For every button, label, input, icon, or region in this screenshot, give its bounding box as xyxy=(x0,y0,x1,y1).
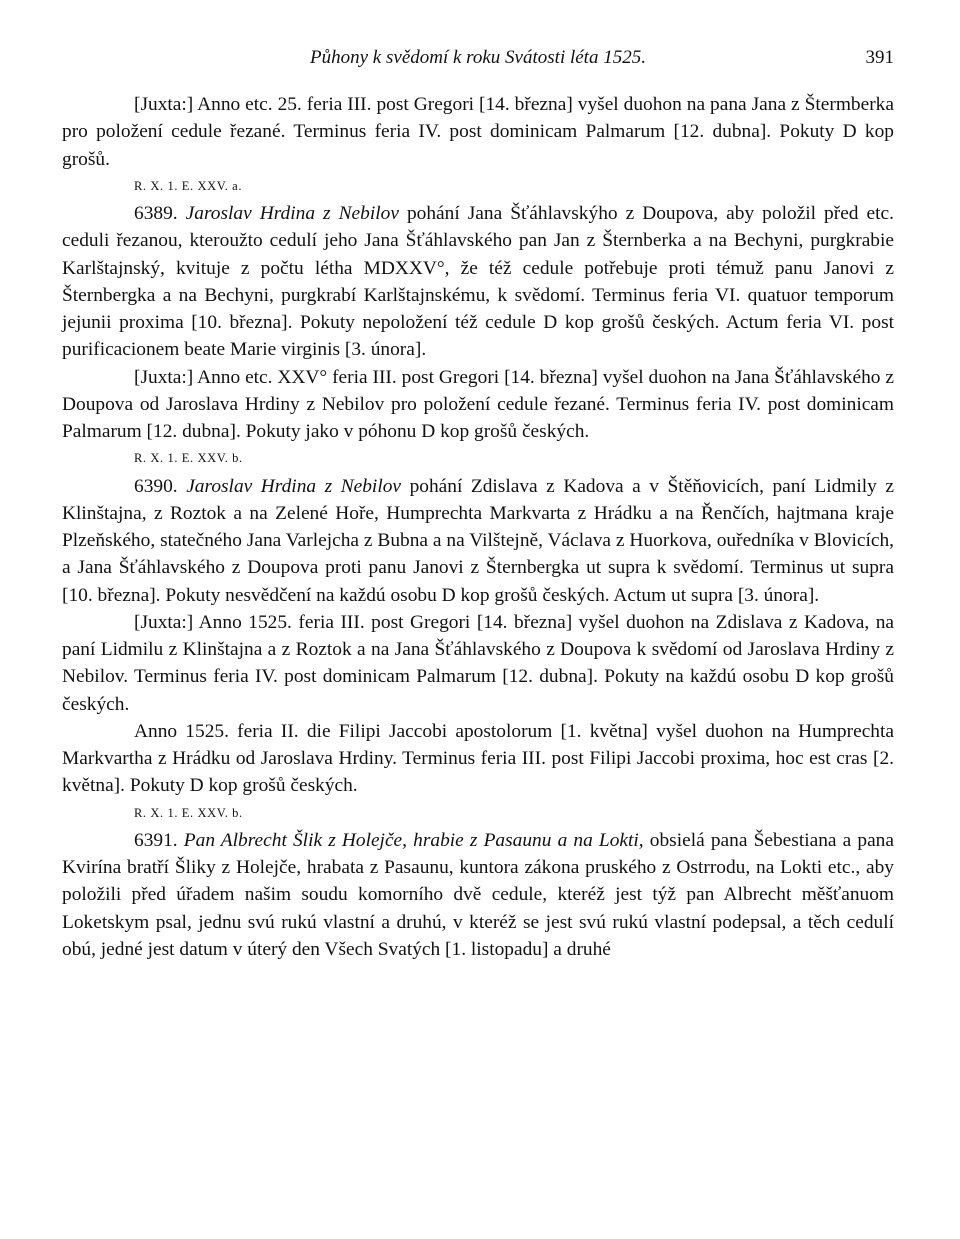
entry-party: Jaroslav Hrdina z Nebilov xyxy=(186,475,402,497)
running-title: Půhony k svědomí k roku Svátosti léta 1525. xyxy=(310,47,646,68)
entry-6391 xyxy=(62,827,894,963)
paragraph: [Juxta:] Anno etc. XXV° feria III. post Gregori [14. března] vyšel duohon na Jana Šťáhlavského z Doupova od Jaroslava Hrdiny z Nebilov pro položení cedule řezané. Terminus feria IV. post dominicam Palmarum [12. dubna]. Pokuty jako v póhonu D kop grošů českých. xyxy=(62,366,894,442)
entry-text: pohání Zdislava z Kadova a v Štěňovicích, paní Lidmily z Klinštajna, z Roztok a na Zelené Hoře, Humprechta Markvarta z Hrádku a na Řenčích, hajtmana kraje Plzeňského, statečného Jana Varlejcha z Bubna a na Vilštejně, Václava z Huorkova, ouředníka v Blovicích, a Jana Šťáhlavského z Doupova proti panu Janovi z Šternbergka ut supra k svědomí. Terminus ut supra [10. března]. Pokuty nesvědčení na každú osobu D kop grošů českých. Actum ut supra [3. února]. xyxy=(62,475,894,606)
archive-reference: R. X. 1. E. XXV. b. xyxy=(134,805,243,820)
entry-number: 6389. xyxy=(134,203,178,224)
page-number: 391 xyxy=(865,47,894,68)
paragraph: Anno 1525. feria II. die Filipi Jaccobi apostolorum [1. května] vyšel duohon na Humprechta Markvartha z Hrádku od Jaroslava Hrdiny. Terminus feria III. post Filipi Jaccobi proxima, hoc est cras [2. května]. Pokuty D kop grošů českých. xyxy=(62,720,894,797)
entry-party: Jaroslav Hrdina z Nebilov xyxy=(185,203,399,224)
entry-party: Pan Albrecht Šlik z Holejče, hrabie z Pasaunu a na Lokti, xyxy=(183,829,644,851)
body-text xyxy=(62,91,894,963)
paragraph: [Juxta:] Anno 1525. feria III. post Gregori [14. března] vyšel duohon na Zdislava z Kadova, na paní Lidmilu z Klinštajna a z Roztok a na Jana Šťáhlavského z Doupova k svědomí od Jaroslava Hrdiny z Nebilov. Terminus feria IV. post dominicam Palmarum [12. dubna]. Pokuty na každú osobu D kop grošů českých. xyxy=(62,611,894,715)
entry-number: 6391. xyxy=(134,829,178,851)
archive-reference: R. X. 1. E. XXV. b. xyxy=(134,451,243,466)
entry-6390 xyxy=(62,473,894,609)
archive-reference: R. X. 1. E. XXV. a. xyxy=(134,178,243,193)
entry-text: pohání Jana Šťáhlavskýho z Doupova, aby položil před etc. ceduli řezanou, kteroužto cedulí jeho Jana Šťáhlavského pan Jan z Šternberka a na Bechyni, purgkrabie Karlštajnský, kvituje z počtu létha MDXXV°, že též cedule potřebuje proti témuž panu Janovi z Šternbergka a na Bechyni, purgkrabí Karlštajnskému, k svědomí. Terminus feria VI. quatuor temporum jejunii proxima [10. března]. Pokuty nepoložení též cedule D kop grošů českých. Actum feria VI. post purificacionem beate Marie virginis [3. února]. xyxy=(62,203,894,361)
entry-6389 xyxy=(62,200,894,364)
page-header xyxy=(62,44,894,72)
entry-number: 6390. xyxy=(134,475,178,497)
paragraph: [Juxta:] Anno etc. 25. feria III. post Gregori [14. března] vyšel duohon na pana Jana z Štermberka pro položení cedule řezané. Terminus feria IV. post dominicam Palmarum [12. dubna]. Pokuty D kop grošů. xyxy=(62,94,894,170)
entry-text: obsielá pana Šebestiana a pana Kvirína bratří Šliky z Holejče, hrabata z Pasaunu, kuntora zákona pruského z Ostrrodu, na Lokti etc., aby položili před úřadem našim soudu komorního dvě cedule, kteréž jest týž pan Albrecht měšťanuom Loketskym psal, jednu svú rukú vlastní a druhú, v kteréž se jest svú rukú vlastní podepsal, a těch cedulí obú, jedné jest datum v úterý den Všech Svatých [1. listopadu] a druhé xyxy=(62,829,894,960)
